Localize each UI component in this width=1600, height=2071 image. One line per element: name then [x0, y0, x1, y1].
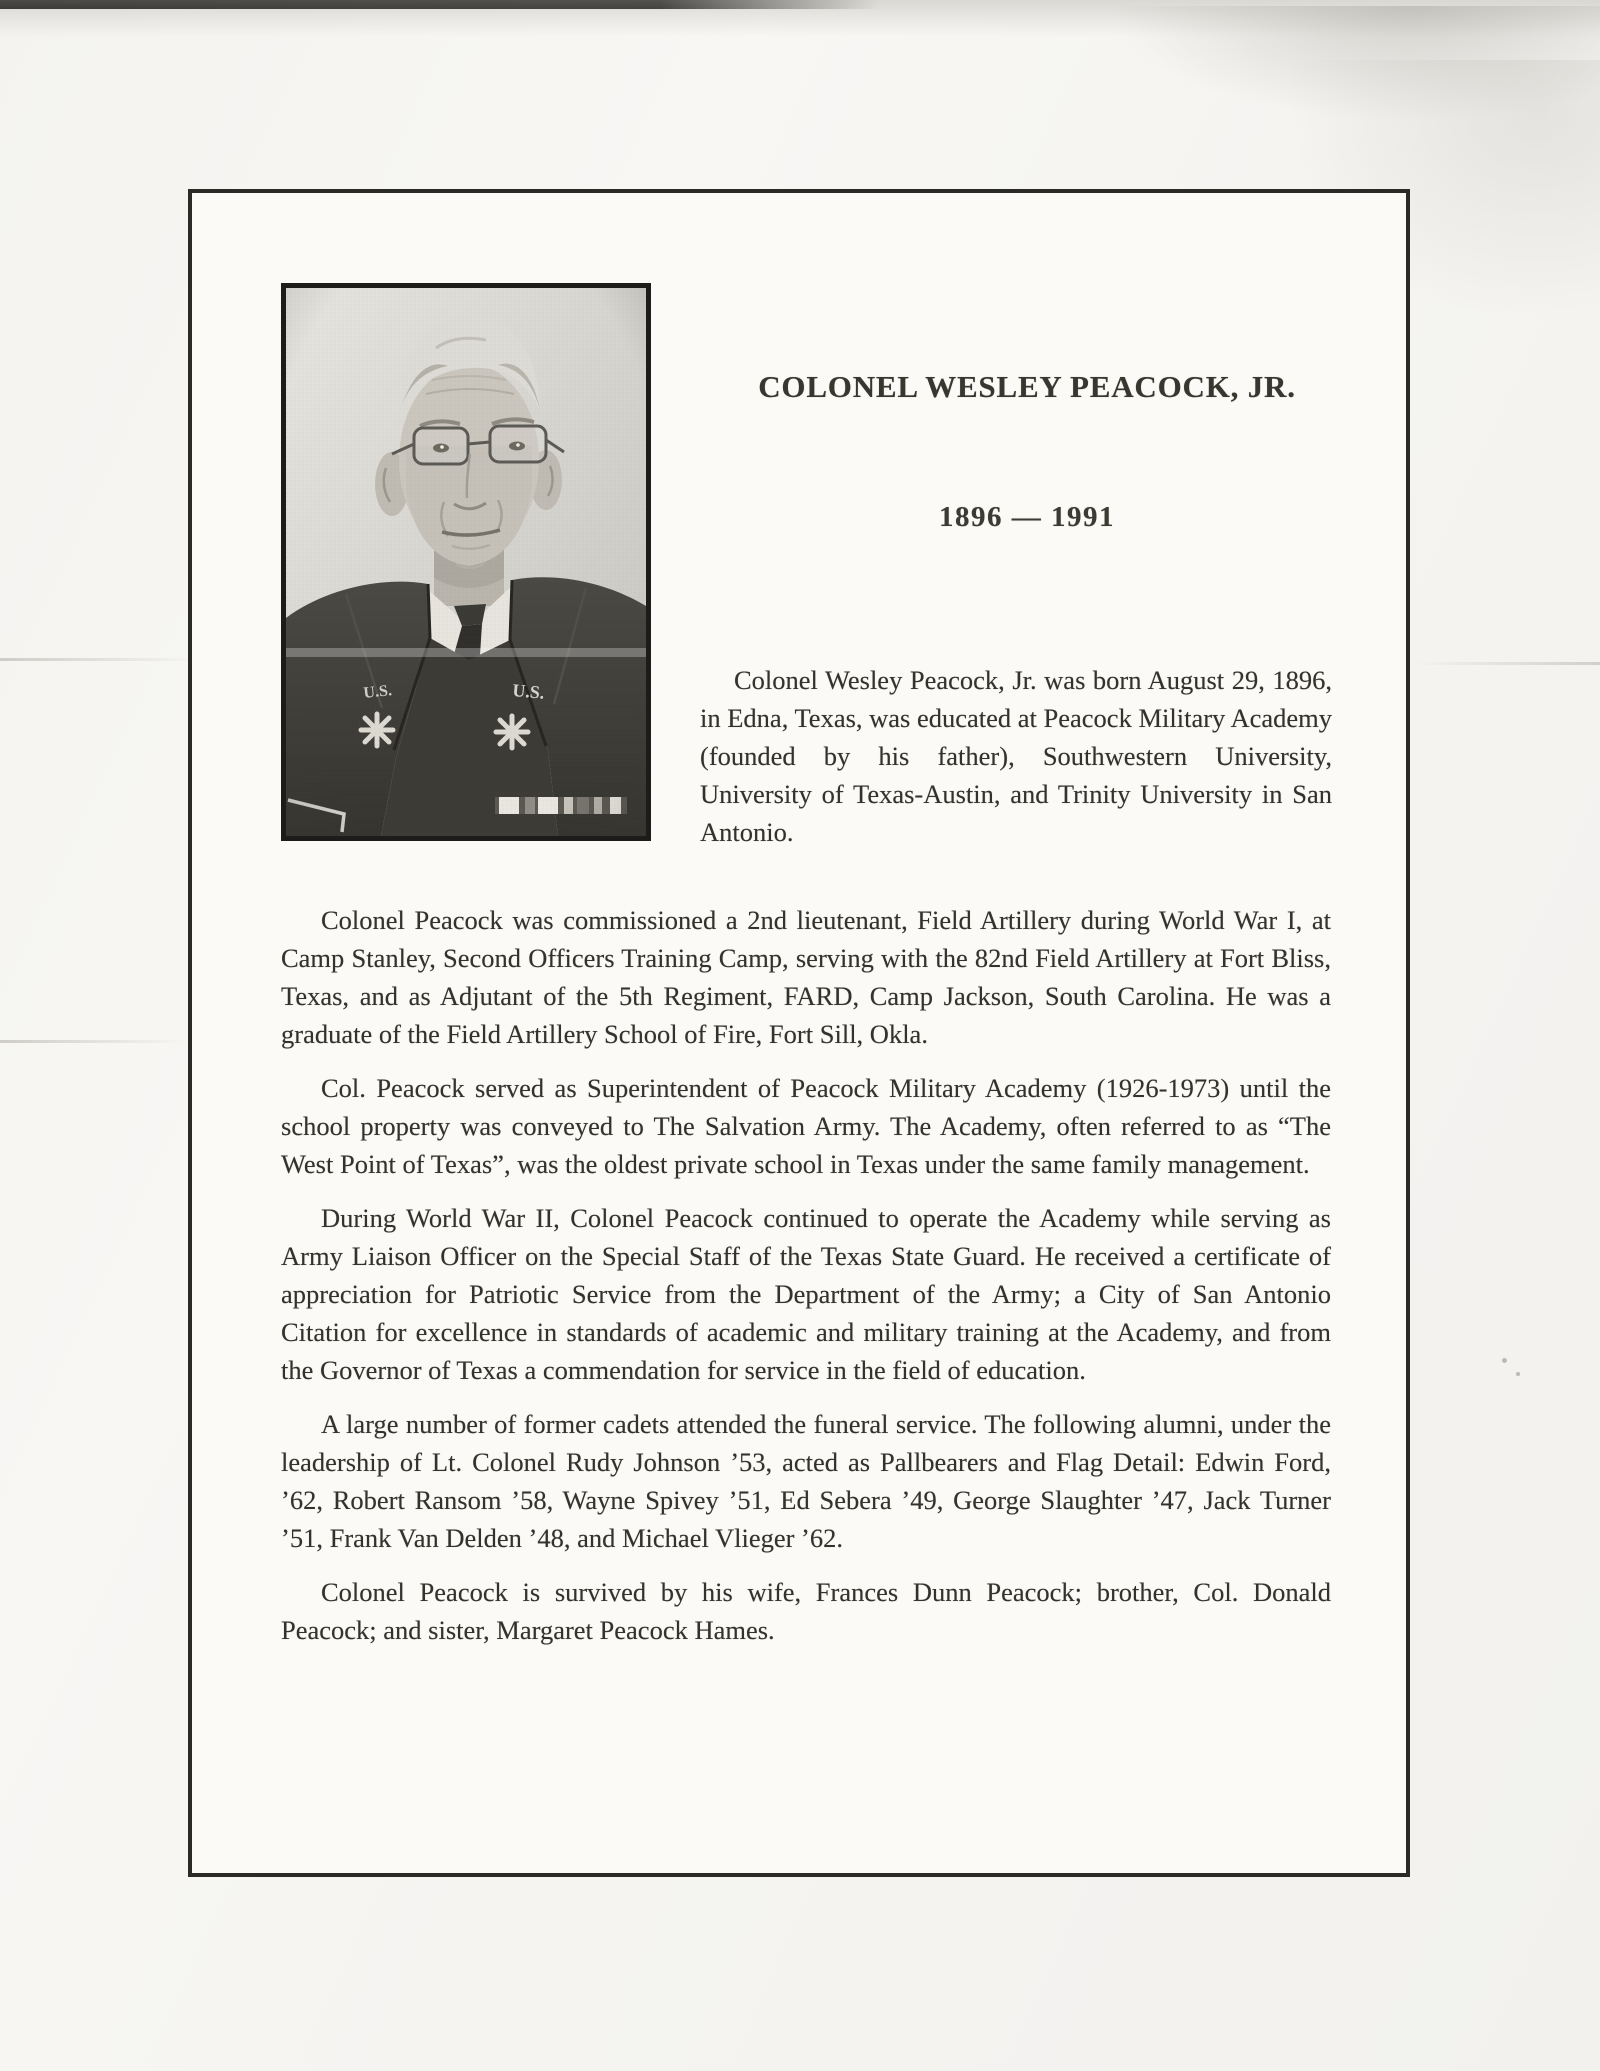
portrait-photo: [281, 283, 651, 841]
life-dates: 1896 — 1991: [939, 501, 1115, 533]
body-paragraph: Colonel Peacock is survived by his wife, Frances Dunn Peacock; brother, Col. Donald Peacock; and sister, Margaret Peacock Hames.: [281, 1577, 1331, 1645]
body-paragraph: Col. Peacock served as Superintendent of Peacock Military Academy (1926-1973) until the school property was conveyed to The Salvation Army. The Academy, often referred to as “The West Point of Texas”, was the oldest private school in Texas under the same family management.: [281, 1073, 1331, 1179]
body-copy: [281, 901, 1331, 1649]
body-paragraph: Colonel Peacock was commissioned a 2nd lieutenant, Field Artillery during World War I, at Camp Stanley, Second Officers Training Camp, serving with the 82nd Field Artillery at Fort Bliss, Texas, and as Adjutant of the 5th Regiment, FARD, Camp Jackson, South Carolina. He was a graduate of the Field Artillery School of Fire, Fort Sill, Okla.: [281, 905, 1331, 1049]
paper-speck: [1516, 1372, 1520, 1376]
printed-border-frame: [188, 189, 1410, 1877]
paper-crease: [1412, 662, 1600, 665]
intro-paragraph-block: [700, 661, 1332, 851]
body-paragraph: During World War II, Colonel Peacock continued to operate the Academy while serving as Army Liaison Officer on the Special Staff of the Texas State Guard. He received a certificate of appreciation for Patriotic Service from the Department of the Army; a City of San Antonio Citation for excellence in standards of academic and military training at the Academy, and from the Governor of Texas a commendation for service in the field of education.: [281, 1203, 1331, 1385]
intro-paragraph: Colonel Wesley Peacock, Jr. was born August 29, 1896, in Edna, Texas, was educated at Peacock Military Academy (founded by his father), Southwestern University, University of Texas-Austin, and Trinity University in San Antonio.: [700, 665, 1332, 847]
page-title: COLONEL WESLEY PEACOCK, JR.: [758, 369, 1296, 404]
paper-crease: [0, 1040, 190, 1043]
portrait-photo-illustration: [286, 288, 646, 836]
paper-speck: [1502, 1358, 1507, 1363]
body-paragraph: A large number of former cadets attended the funeral service. The following alumni, under the leadership of Lt. Colonel Rudy Johnson ’53, acted as Pallbearers and Flag Detail: Edwin Ford, ’62, Robert Ransom ’58, Wayne Spivey ’51, Ed Sebera ’49, George Slaughter ’47, Jack Turner ’51, Frank Van Delden ’48, and Michael Vlieger ’62.: [281, 1409, 1331, 1553]
paper-crease: [0, 658, 200, 661]
